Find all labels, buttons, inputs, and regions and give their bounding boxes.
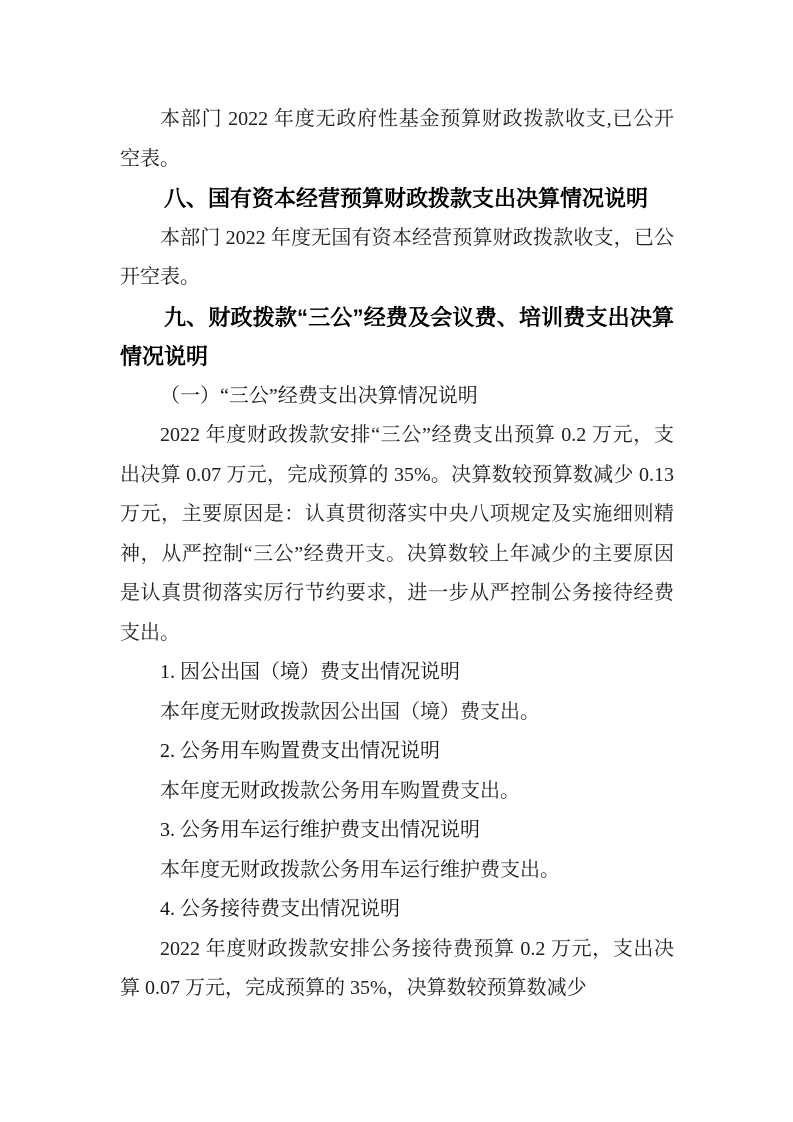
heading-section-nine: 九、财政拨款“三公”经费及会议费、培训费支出决算情况说明 — [120, 304, 674, 369]
para-state-capital-statement: 本部门 2022 年度无国有资本经营预算财政拨款收支，已公开空表。 — [120, 226, 674, 288]
para-vehicle-maintenance-expense: 本年度无财政拨款公务用车运行维护费支出。 — [160, 858, 560, 881]
document-content — [120, 100, 674, 1009]
subheading-sangong-overview: （一）“三公”经费支出决算情况说明 — [160, 384, 478, 407]
subheading-official-reception-expense: 4. 公务接待费支出情况说明 — [160, 898, 400, 920]
subheading-vehicle-purchase-expense: 2. 公务用车购置费支出情况说明 — [160, 740, 440, 762]
subheading-vehicle-maintenance-expense: 3. 公务用车运行维护费支出情况说明 — [160, 819, 480, 841]
para-vehicle-purchase-expense: 本年度无财政拨款公务用车购置费支出。 — [160, 779, 520, 802]
heading-section-eight: 八、国有资本经营预算财政拨款支出决算情况说明 — [164, 186, 649, 211]
para-government-fund-statement: 本部门 2022 年度无政府性基金预算财政拨款收支,已公开空表。 — [120, 108, 674, 170]
subheading-overseas-trip-expense: 1. 因公出国（境）费支出情况说明 — [160, 661, 460, 683]
para-official-reception-expense: 2022 年度财政拨款安排公务接待费预算 0.2 万元，支出决算 0.07 万元，完成预算的 35%，决算数较预算数减少 — [120, 937, 674, 999]
para-overseas-trip-expense: 本年度无财政拨款因公出国（境）费支出。 — [160, 700, 540, 723]
para-sangong-detail: 2022 年度财政拨款安排“三公”经费支出预算 0.2 万元，支出决算 0.07 万元，完成预算的 35%。决算数较预算数减少 0.13 万元，主要原因是：认真贯彻落实中央八项规定及实施细则精神，从严控制“三公”经费开支。决算数较上年减少的主要原因是认真贯彻落实厉行节约要求，进一步从严控制公务接待经费支出。 — [120, 424, 674, 644]
